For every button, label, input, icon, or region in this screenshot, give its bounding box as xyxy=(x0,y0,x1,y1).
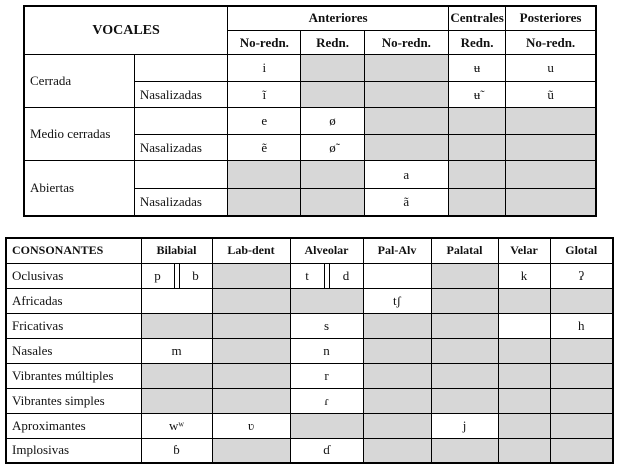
col-glotal: Glotal xyxy=(550,238,613,263)
row-label-implosivas: Implosivas xyxy=(6,438,141,463)
col-alveolar: Alveolar xyxy=(290,238,363,263)
vowel-cell: e xyxy=(228,108,301,135)
table-row xyxy=(6,388,613,413)
sub-cen-noredn: No-redn. xyxy=(364,30,448,54)
table-row xyxy=(24,108,596,135)
nasal-label: Nasalizadas xyxy=(134,81,227,108)
vowel-cell: ø xyxy=(301,108,364,135)
row-label-vibrantes-simples: Vibrantes simples xyxy=(6,388,141,413)
col-palatal: Palatal xyxy=(431,238,498,263)
vowels-header: VOCALES xyxy=(24,6,228,55)
sub-cen-redn: Redn. xyxy=(448,30,505,54)
vowel-cell: ĩ xyxy=(228,81,301,108)
consonant-cell: n xyxy=(290,338,363,363)
col-velar: Velar xyxy=(498,238,550,263)
row-label-medio-cerradas: Medio cerradas xyxy=(24,108,134,161)
vowel-cell: i xyxy=(228,55,301,82)
table-row xyxy=(6,263,613,288)
vowel-cell: ũ xyxy=(506,81,596,108)
table-row xyxy=(6,313,613,338)
row-label-africadas: Africadas xyxy=(6,288,141,313)
consonant-table xyxy=(5,237,614,464)
consonant-cell: s xyxy=(290,313,363,338)
consonant-cell: ʋ xyxy=(212,413,290,438)
sub-ant-redn: Redn. xyxy=(301,30,364,54)
col-pal-alv: Pal-Alv xyxy=(363,238,431,263)
consonant-pair-cell: t d xyxy=(290,263,363,288)
nasal-label: Nasalizadas xyxy=(134,188,227,216)
consonant-cell: ɾ xyxy=(290,388,363,413)
consonant-cell: j xyxy=(431,413,498,438)
table-row xyxy=(6,338,613,363)
group-anteriores: Anteriores xyxy=(228,6,449,30)
table-row xyxy=(6,363,613,388)
consonant-cell: ɓ xyxy=(141,438,212,463)
vowel-cell: ø̃ xyxy=(301,134,364,161)
sub-post-noredn: No-redn. xyxy=(506,30,596,54)
col-bilabial: Bilabial xyxy=(141,238,212,263)
row-label-vibrantes-multiples: Vibrantes múltiples xyxy=(6,363,141,388)
consonant-cell: tʃ xyxy=(363,288,431,313)
col-lab-dent: Lab-dent xyxy=(212,238,290,263)
consonant-cell: k xyxy=(498,263,550,288)
sub-ant-noredn: No-redn. xyxy=(228,30,301,54)
consonant-cell: wʷ xyxy=(141,413,212,438)
table-row xyxy=(24,55,596,82)
row-label-abiertas: Abiertas xyxy=(24,161,134,216)
row-label-oclusivas: Oclusivas xyxy=(6,263,141,288)
consonant-cell: ɗ xyxy=(290,438,363,463)
row-label-nasales: Nasales xyxy=(6,338,141,363)
vowel-table xyxy=(23,5,597,217)
row-label-aproximantes: Aproximantes xyxy=(6,413,141,438)
vowel-cell: u xyxy=(506,55,596,82)
vowel-cell: ʉ̃ xyxy=(448,81,505,108)
row-label-fricativas: Fricativas xyxy=(6,313,141,338)
table-row xyxy=(6,413,613,438)
consonant-pair-cell: p b xyxy=(141,263,212,288)
consonant-cell: h xyxy=(550,313,613,338)
group-posteriores: Posteriores xyxy=(506,6,596,30)
consonant-cell: m xyxy=(141,338,212,363)
vowel-cell: ʉ xyxy=(448,55,505,82)
table-row xyxy=(24,161,596,189)
group-centrales: Centrales xyxy=(448,6,505,30)
vowel-cell: ã xyxy=(364,188,448,216)
vowel-cell: ẽ xyxy=(228,134,301,161)
table-row xyxy=(6,288,613,313)
consonants-header: CONSONANTES xyxy=(6,238,141,263)
consonant-cell: ʔ xyxy=(550,263,613,288)
consonant-cell: r xyxy=(290,363,363,388)
vowel-cell: a xyxy=(364,161,448,189)
row-label-cerrada: Cerrada xyxy=(24,55,134,108)
table-row xyxy=(6,438,613,463)
nasal-label: Nasalizadas xyxy=(134,134,227,161)
